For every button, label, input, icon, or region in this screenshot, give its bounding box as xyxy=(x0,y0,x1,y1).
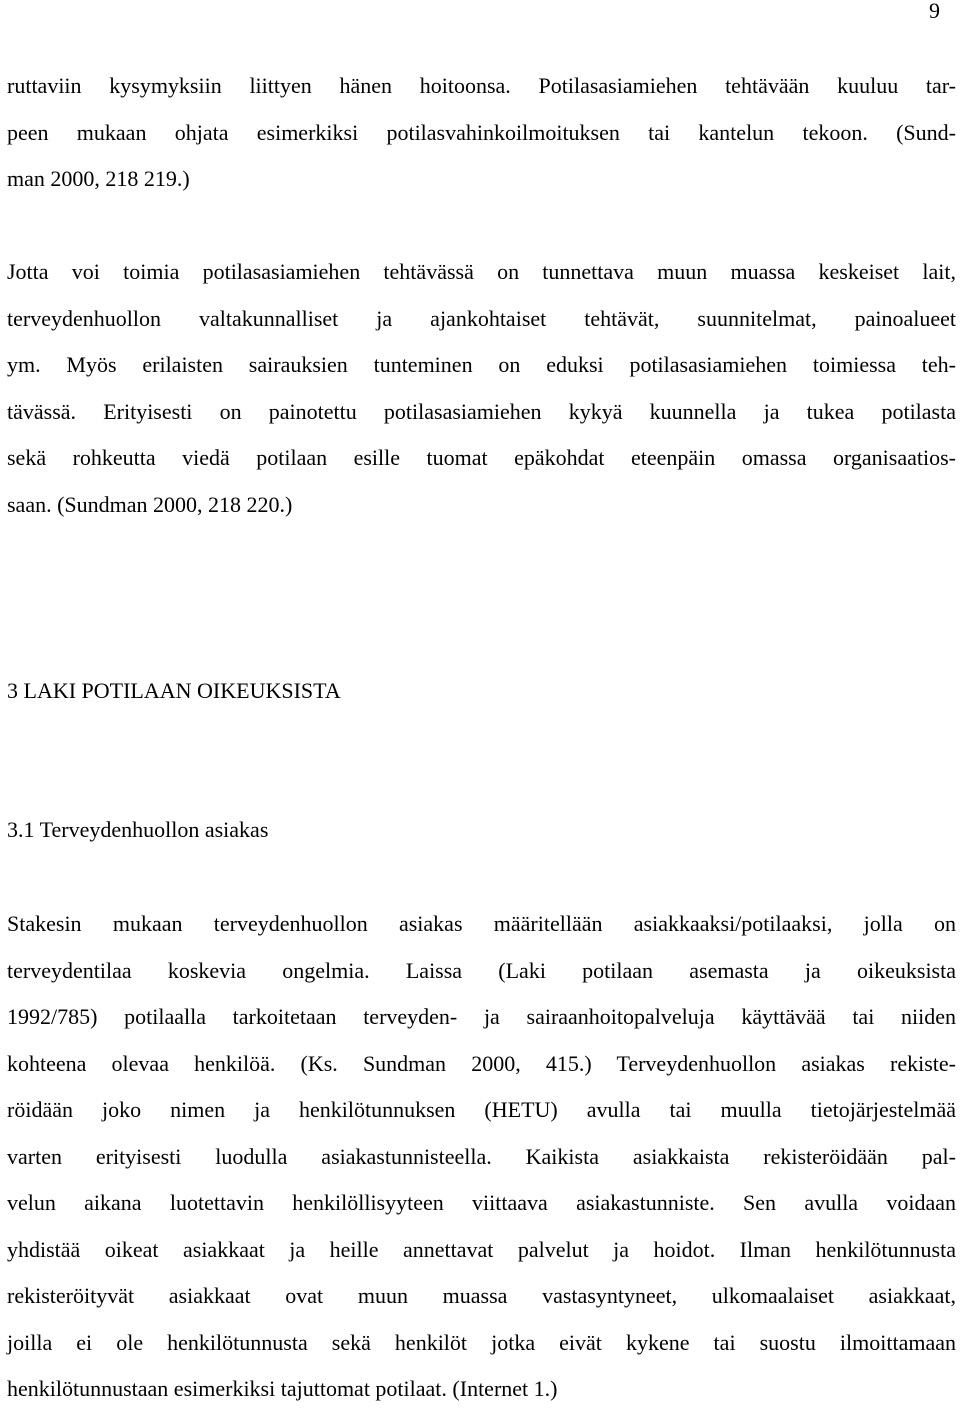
paragraph-terveydenhuollon-asiakas xyxy=(7,901,956,1413)
text-line: terveydenhuollon valtakunnalliset ja ajankohtaiset tehtävät, suunnitelmat, painoalueet xyxy=(7,305,956,331)
chapter-heading: 3 LAKI POTILAAN OIKEUKSISTA xyxy=(7,678,341,703)
text-line: peen mukaan ohjata esimerkiksi potilasvahinkoilmoituksen tai kantelun tekoon. (Sund- xyxy=(7,119,956,145)
text-line: joilla ei ole henkilötunnusta sekä henkilöt jotka eivät kykene tai suostu ilmoittamaan xyxy=(7,1329,956,1355)
text-line: varten erityisesti luodulla asiakastunnisteella. Kaikista asiakkaista rekisteröidään pal- xyxy=(7,1143,956,1169)
text-line: tävässä. Erityisesti on painotettu potilasasiamiehen kykyä kuunnella ja tukea potilasta xyxy=(7,398,956,424)
paragraph-continuation xyxy=(7,63,956,203)
text-line: sekä rohkeutta viedä potilaan esille tuomat epäkohdat eteenpäin omassa organisaatios- xyxy=(7,445,956,470)
paragraph-potilasasiamies-requirements xyxy=(7,249,956,528)
text-line: Jotta voi toimia potilasasiamiehen tehtävässä on tunnettava muun muassa keskeiset lait, xyxy=(7,259,956,284)
section-heading: 3.1 Terveydenhuollon asiakas xyxy=(7,817,269,842)
text-line: rekisteröityvät asiakkaat ovat muun muassa vastasyntyneet, ulkomaalaiset asiakkaat, xyxy=(7,1283,956,1308)
text-line: röidään joko nimen ja henkilötunnuksen (HETU) avulla tai muulla tietojärjestelmää xyxy=(7,1097,956,1122)
text-line: man 2000, 218 219.) xyxy=(7,166,190,191)
text-line: yhdistää oikeat asiakkaat ja heille annettavat palvelut ja hoidot. Ilman henkilötunnusta xyxy=(7,1236,956,1262)
text-line: terveydentilaa koskevia ongelmia. Laissa (Laki potilaan asemasta ja oikeuksista xyxy=(7,957,956,983)
text-line: kohteena olevaa henkilöä. (Ks. Sundman 2000, 415.) Terveydenhuollon asiakas rekiste- xyxy=(7,1050,956,1076)
text-line: henkilötunnustaan esimerkiksi tajuttomat potilaat. (Internet 1.) xyxy=(7,1376,558,1401)
text-line: ym. Myös erilaisten sairauksien tunteminen on eduksi potilasasiamiehen toimiessa teh- xyxy=(7,352,956,377)
page-number: 9 xyxy=(929,0,940,23)
text-line: ruttaviin kysymyksiin liittyen hänen hoitoonsa. Potilasasiamiehen tehtävään kuuluu tar- xyxy=(7,73,956,98)
text-line: saan. (Sundman 2000, 218 220.) xyxy=(7,491,293,517)
text-line: 1992/785) potilaalla tarkoitetaan terveyden- ja sairaanhoitopalveluja käyttävää tai niiden xyxy=(7,1004,956,1029)
text-line: Stakesin mukaan terveydenhuollon asiakas määritellään asiakkaaksi/potilaaksi, jolla on xyxy=(7,911,956,936)
text-line: velun aikana luotettavin henkilöllisyyteen viittaava asiakastunniste. Sen avulla voidaan xyxy=(7,1190,956,1215)
